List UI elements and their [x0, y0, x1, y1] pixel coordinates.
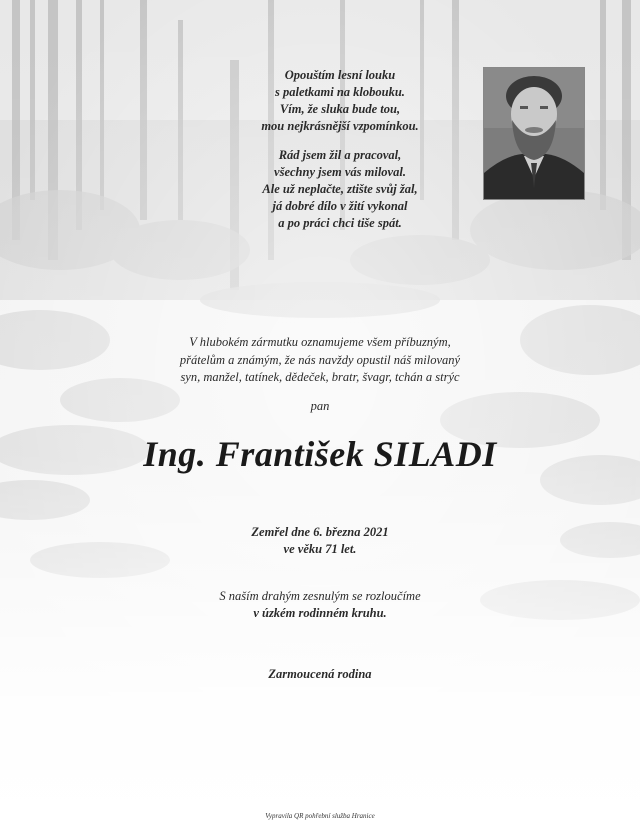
poem-line: já dobré dílo v žití vykonal	[272, 199, 408, 213]
poem-line: Ale už neplačte, ztište svůj žal,	[262, 182, 418, 196]
death-age: ve věku 71 let.	[283, 542, 357, 556]
farewell-info	[140, 588, 500, 622]
announcement-line: přátelům a známým, že nás navždy opustil náš milovaný	[179, 352, 461, 367]
poem-stanza-2	[190, 147, 490, 232]
poem-line: Opouštím lesní louku	[284, 68, 396, 82]
deceased-portrait-photo	[483, 67, 585, 200]
death-date: Zemřel dne 6. března 2021	[251, 525, 389, 539]
poem-line: a po práci chci tiše spát.	[278, 216, 402, 230]
announcement-line: V hlubokém zármutku oznamujeme všem příbuzným,	[189, 335, 451, 349]
poem-line: Vím, že sluka bude tou,	[279, 102, 401, 116]
poem-line: mou nejkrásnější vzpomínkou.	[261, 119, 419, 133]
poem-stanza-1	[190, 67, 490, 135]
announcement-line: syn, manžel, tatínek, dědeček, bratr, švagr, tchán a strýc	[180, 370, 460, 384]
poem-line: s paletkami na klobouku.	[275, 85, 405, 99]
family-signature: Zarmoucená rodina	[268, 667, 372, 681]
honorific: pan	[310, 399, 330, 413]
portrait-image	[484, 68, 584, 199]
announcement-text	[100, 334, 540, 387]
farewell-line: S naším drahým zesnulým se rozloučíme	[219, 589, 421, 603]
deceased-name: Ing. František SILADI	[143, 434, 497, 474]
funeral-service-credit: Vypravila QR pohřební služba Hranice	[265, 812, 375, 820]
poem-line: Rád jsem žil a pracoval,	[278, 148, 402, 162]
farewell-line-emphasis: v úzkém rodinném kruhu.	[253, 606, 387, 620]
death-info	[170, 524, 470, 558]
poem-line: všechny jsem vás miloval.	[274, 165, 406, 179]
